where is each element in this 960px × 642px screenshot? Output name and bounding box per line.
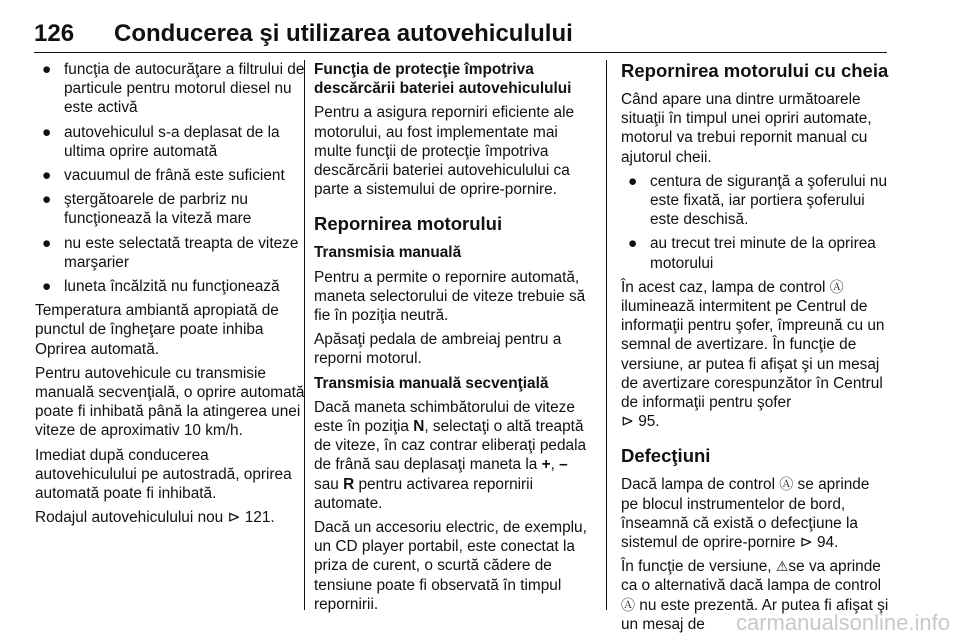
paragraph — [621, 278, 889, 432]
paragraph: Pentru a permite o repornire automată, maneta selectorului de viteze trebuie să fie în poziţia neutră. — [314, 268, 586, 325]
list-item — [35, 190, 305, 228]
text: pentru activarea repornirii automate. — [314, 475, 534, 512]
paragraph: Apăsaţi pedala de ambreiaj pentru a reporni motorul. — [314, 331, 562, 368]
list-item-text: au trecut trei minute de la oprirea motorului — [650, 235, 876, 272]
fault-indicator-icon: Ⓐ — [621, 596, 635, 613]
paragraph-text: Rodajul autovehiculului nou — [35, 509, 224, 527]
fault-indicator-icon: Ⓐ — [779, 476, 794, 493]
list-item-text: autovehiculul s-a deplasat de la ultima oprire automată — [64, 123, 280, 160]
list-item — [621, 234, 889, 272]
list-item — [621, 172, 889, 230]
paragraph: Dacă un accesoriu electric, de exemplu, un CD player portabil, este conectat la priza de curent, o scurtă cădere de tensiune poate fi observată în timpul repornirii. — [314, 519, 587, 613]
text: Dacă lampa de control — [621, 476, 780, 494]
gear-label: + — [541, 456, 551, 474]
paragraph: Temperatura ambiantă apropiată de punctul de îngheţare poate inhiba Oprirea automată. — [35, 302, 279, 358]
list-item-text: luneta încălzită nu funcţionează — [64, 278, 280, 296]
warning-triangle-icon: ⚠ — [775, 558, 789, 575]
reference-arrow-icon: ⊳ — [621, 413, 634, 431]
header-rule — [34, 52, 887, 53]
paragraph: Când apare una dintre următoarele situaţii în timpul unei opriri automate, motorul va trebui repornit manual cu ajutorul cheii. — [621, 91, 872, 166]
watermark: carmanualsonline.info — [735, 610, 950, 635]
text: sau — [314, 475, 344, 493]
column-right — [621, 60, 889, 639]
bullet-icon: ● — [42, 191, 52, 209]
bullet-icon: ● — [42, 167, 52, 185]
gear-label: N — [413, 418, 425, 436]
list-item — [35, 60, 305, 118]
condition-list — [35, 60, 305, 296]
text: se va aprinde ca o alternativă dacă lampa de control — [621, 558, 882, 595]
page-number: 126 — [34, 20, 75, 47]
reference-arrow-icon: ⊳ — [799, 534, 813, 552]
list-item-text: nu este selectată treapta de viteze marşarier — [64, 234, 299, 271]
paragraph-with-reference — [35, 508, 305, 527]
list-item-text: vacuumul de frână este suficient — [64, 167, 285, 185]
bullet-icon: ● — [42, 278, 52, 296]
chapter-title: Conducerea şi utilizarea autovehiculului — [114, 20, 573, 47]
subheading: Transmisia manuală — [314, 244, 462, 262]
list-item-text: centura de siguranţă a şoferului nu este fixată, iar portiera şoferului este deschisă. — [650, 172, 887, 229]
paragraph — [621, 475, 889, 552]
list-item — [35, 166, 305, 185]
page-reference-link[interactable]: 95. — [638, 413, 660, 431]
section-heading: Defecţiuni — [621, 445, 711, 467]
text: În acest caz, lampa de control — [621, 278, 830, 296]
section-heading: Repornirea motorului cu cheia — [621, 60, 889, 81]
bullet-icon: ● — [628, 172, 638, 190]
paragraph: Pentru a asigura reporniri eficiente ale motorului, au fost implementate mai multe funcţii de protecţie împotriva descărcării bateriei autovehiculului ca parte a sistemului de oprire-pornire. — [314, 104, 575, 199]
bullet-icon: ● — [628, 235, 638, 253]
text: nu este prezentă. Ar putea fi afişat şi un mesaj de — [621, 596, 889, 633]
bullet-icon: ● — [42, 234, 52, 252]
text: Dacă maneta schimbătorului de viteze este în poziţia — [314, 398, 575, 436]
autostop-icon: Ⓐ — [829, 278, 844, 295]
condition-list — [621, 172, 889, 273]
text: , selectaţi o altă treaptă de viteze, în caz contrar eliberaţi pedala de frână sau deplasaţi maneta la — [314, 418, 587, 474]
paragraph — [314, 398, 592, 513]
paragraph: Imediat după conducerea autovehiculului pe autostradă, oprirea automată poate fi inhibată. — [35, 446, 292, 503]
section-heading: Repornirea motorului — [314, 213, 503, 235]
column-divider — [606, 60, 607, 610]
column-left — [35, 60, 305, 532]
text: iluminează intermitent pe Centrul de informaţii pentru şofer, împreună cu un semnal de avertizare. În funcţie de versiune, ar putea fi afişat şi un mesaj de avertizare corespunzător în Centrul de informaţii pentru şofer — [621, 298, 885, 412]
paragraph: Pentru autovehicule cu transmisie manuală secvenţială, o oprire automată poate fi inhibată până la atingerea unei viteze de aproximativ 10 km/h. — [35, 364, 305, 440]
bullet-icon: ● — [42, 123, 52, 141]
list-item-text: ştergătoarele de parbriz nu funcţionează la viteză mare — [64, 191, 252, 228]
list-item — [35, 234, 305, 272]
page-reference-link[interactable]: 94. — [816, 534, 839, 552]
text: se aprinde pe blocul instrumentelor de bord, înseamnă că există o defecţiune la sistemul de oprire-pornire — [621, 476, 870, 552]
list-item — [35, 123, 305, 161]
column-middle — [314, 60, 592, 619]
reference-arrow-icon: ⊳ — [227, 509, 241, 527]
bullet-icon: ● — [42, 61, 52, 78]
page-reference-link[interactable]: 121. — [244, 509, 275, 527]
gear-label: – — [559, 456, 568, 474]
subheading: Transmisia manuală secvenţială — [314, 374, 549, 392]
list-item — [35, 277, 305, 296]
gear-label: R — [343, 475, 355, 493]
subheading: Funcţia de protecţie împotriva descărcării bateriei autovehiculului — [314, 61, 572, 98]
text: În funcţie de versiune, — [621, 558, 776, 576]
text: , — [550, 456, 560, 474]
list-item-text: funcţia de autocurăţare a filtrului de particule pentru motorul diesel nu este activă — [64, 61, 305, 117]
